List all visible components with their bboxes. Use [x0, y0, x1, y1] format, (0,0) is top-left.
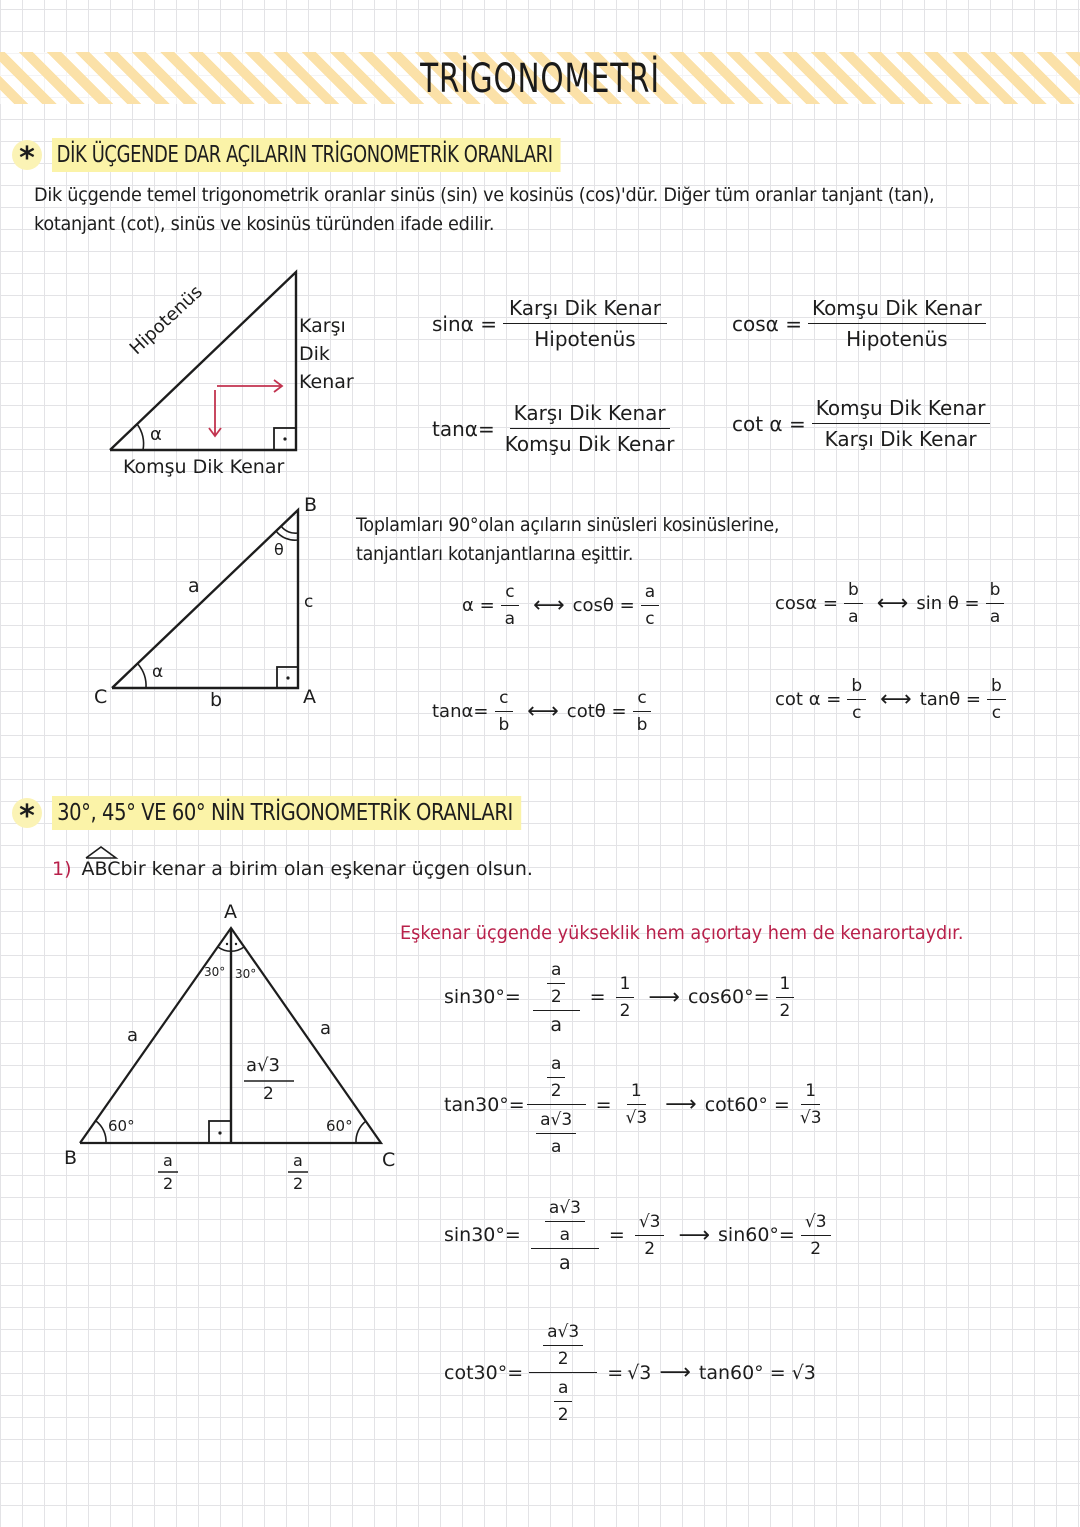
- cos-lhs: cosα =: [732, 311, 802, 336]
- abc-triangle-notation: [82, 858, 121, 880]
- right-arrow-icon: ⟶: [678, 1222, 711, 1248]
- c3-rfrac: [633, 688, 652, 735]
- e3-rlhs: sin60°=: [718, 1224, 795, 1246]
- e4-den: [550, 1373, 577, 1425]
- section1-header: [12, 138, 704, 176]
- angle-60-b: 60°: [108, 1117, 135, 1135]
- section1-heading: DİK ÜÇGENDE DAR AÇILARIN TRİGONOMETRİK ORANLARI: [52, 138, 560, 172]
- half-right-num: a: [293, 1151, 303, 1170]
- vertex-a-label: A: [224, 901, 237, 923]
- c2-den: a: [848, 607, 859, 627]
- section2-heading: 30°, 45° VE 60° NİN TRİGONOMETRİK ORANLARI: [52, 796, 521, 830]
- e2-rnum: 1: [627, 1081, 646, 1105]
- complement-row-1-right: [775, 580, 1010, 627]
- cot30-equation: [444, 1320, 816, 1425]
- e1-inner: [547, 960, 566, 1007]
- asterisk-icon: *: [12, 798, 42, 828]
- angle-60-c: 60°: [326, 1117, 353, 1135]
- e1-r-den: 2: [779, 1000, 791, 1021]
- cot-fraction: [812, 396, 990, 451]
- angle-alpha2-label: α: [152, 662, 164, 682]
- c4-frac: [847, 676, 866, 723]
- e1-compound-fraction: [533, 958, 580, 1036]
- c2-rden: a: [989, 607, 1001, 627]
- c1-rfrac: [641, 582, 659, 629]
- c1-rden: c: [645, 609, 655, 629]
- c2-rhs: sin θ =: [916, 593, 980, 614]
- c3-num: c: [495, 688, 512, 712]
- item-1: [52, 858, 533, 880]
- e2-inner-den: [536, 1110, 576, 1157]
- c1-rnum: a: [641, 582, 659, 606]
- tan-lhs: tanα=: [432, 416, 495, 441]
- right-arrow-icon: ⟶: [648, 984, 680, 1010]
- e3-r-num: √3: [801, 1212, 831, 1236]
- e2-rden: √3: [625, 1108, 648, 1128]
- e1-result: [616, 974, 635, 1021]
- e4-rlhs: tan60° =: [698, 1361, 786, 1384]
- e4-inner-den: [554, 1378, 573, 1425]
- e4-result: √3: [627, 1361, 652, 1384]
- double-arrow-icon: ⟷: [527, 699, 559, 724]
- e2-nn: a: [547, 1054, 565, 1078]
- e2-num: [527, 1052, 586, 1105]
- sin30-equation: [444, 958, 800, 1036]
- side-c-label: c: [304, 592, 314, 612]
- e2-result: [621, 1081, 651, 1128]
- angle-alpha-label: α: [150, 424, 162, 445]
- cos-den: Hipotenüs: [846, 327, 948, 351]
- tan30-equation: [444, 1052, 832, 1157]
- e3-num: [531, 1196, 599, 1249]
- e3-den: a: [559, 1252, 571, 1274]
- opposite-label-3: Kenar: [299, 371, 354, 393]
- c3-frac: [494, 688, 513, 735]
- section1-intro: [34, 181, 1064, 239]
- c1-lhs: α =: [462, 595, 495, 616]
- item-number: 1): [52, 858, 72, 880]
- half-left-num: a: [163, 1151, 173, 1170]
- e2-dn: a√3: [536, 1110, 576, 1134]
- e2-rfrac: [796, 1081, 826, 1128]
- c4-rfrac: [987, 676, 1006, 723]
- complement-text-line-1: Toplamları 90°olan açıların sinüsleri kosinüslerine,: [356, 514, 780, 536]
- vertex-a-label: A: [303, 686, 316, 708]
- side-left-label: a: [127, 1025, 139, 1046]
- e1-nn: a: [547, 960, 565, 984]
- tan-num: Karşı Dik Kenar: [510, 401, 670, 429]
- e1-rlhs: cos60°=: [687, 986, 770, 1008]
- e4-num: [529, 1320, 597, 1373]
- double-arrow-icon: ⟷: [876, 591, 909, 616]
- e3-inner: [545, 1198, 585, 1245]
- opposite-label-2: Dik: [299, 343, 330, 365]
- double-arrow-icon: ⟷: [533, 593, 565, 618]
- e3-equals: =: [608, 1224, 625, 1246]
- e4-dn: a: [554, 1378, 572, 1402]
- complement-row-2-left: [432, 688, 657, 735]
- sin-num: Karşı Dik Kenar: [503, 296, 667, 324]
- e2-compound-fraction: [527, 1052, 586, 1157]
- e4-nn: a√3: [543, 1322, 583, 1346]
- c1-num: c: [501, 582, 518, 606]
- c2-num: b: [844, 580, 863, 604]
- c2-rnum: b: [986, 580, 1005, 604]
- e1-nd: 2: [550, 987, 562, 1007]
- sin-den: Hipotenüs: [534, 327, 636, 351]
- e2-den: [532, 1105, 580, 1157]
- item-text: bir kenar a birim olan eşkenar üçgen olsun.: [120, 858, 533, 880]
- e2-r-num: 1: [801, 1081, 820, 1105]
- e2-nd: 2: [550, 1081, 562, 1101]
- c4-lhs: cot α =: [775, 689, 842, 710]
- e4-lhs: cot30°=: [444, 1361, 524, 1384]
- e1-r-num: 1: [776, 974, 795, 998]
- e1-rfrac: [776, 974, 795, 1021]
- e3-result: [635, 1212, 665, 1259]
- abc-label: ABC: [81, 858, 121, 880]
- e3-nn: a√3: [545, 1198, 585, 1222]
- intro-line-2: kotanjant (cot), sinüs ve kosinüs türünden ifade edilir.: [34, 213, 495, 235]
- e3-rden: 2: [644, 1238, 656, 1259]
- c4-rhs: tanθ =: [919, 689, 982, 710]
- e1-equals: =: [589, 986, 606, 1008]
- complement-text-line-2: tanjantları kotanjantlarına eşittir.: [356, 543, 634, 565]
- vertex-b-label: B: [304, 494, 318, 516]
- half-right-den: 2: [293, 1174, 304, 1193]
- triangle-hat-icon: [84, 846, 120, 860]
- opposite-label: [299, 312, 354, 396]
- sin-lhs: sinα =: [432, 311, 497, 336]
- e3-r-den: 2: [810, 1238, 822, 1259]
- asterisk-icon: *: [12, 140, 42, 170]
- c2-frac: [844, 580, 863, 627]
- e2-dd: a: [550, 1137, 562, 1157]
- cot-lhs: cot α =: [732, 411, 806, 436]
- cos-fraction: [808, 296, 986, 351]
- height-den: 2: [263, 1084, 274, 1104]
- e2-lhs: tan30°=: [444, 1093, 525, 1116]
- angle-30-right: 30°: [235, 967, 257, 981]
- c3-rden: b: [636, 715, 648, 735]
- c4-rnum: b: [987, 676, 1006, 700]
- side-b-label: b: [210, 689, 223, 711]
- cot-den: Karşı Dik Kenar: [824, 427, 977, 451]
- e4-rval: √3: [791, 1361, 816, 1384]
- cot-num: Komşu Dik Kenar: [812, 396, 990, 424]
- equilateral-note: Eşkenar üçgende yükseklik hem açıortay hem de kenarortaydır.: [400, 922, 964, 944]
- e3-rfrac: [801, 1212, 831, 1259]
- e3-lhs: sin30°=: [444, 1224, 521, 1246]
- e4-equals: =: [607, 1361, 624, 1384]
- c2-rfrac: [986, 580, 1005, 627]
- side-a-label: a: [188, 575, 200, 597]
- e1-lhs: sin30°=: [444, 986, 521, 1008]
- c3-rhs: cotθ =: [566, 701, 627, 722]
- e3-rnum: √3: [635, 1212, 665, 1236]
- vertex-c-label: C: [382, 1149, 396, 1171]
- c1-den: a: [504, 609, 516, 629]
- tan-fraction: [501, 401, 679, 456]
- e1-rnum: 1: [616, 974, 635, 998]
- c1-rhs: cosθ =: [572, 595, 635, 616]
- e2-inner-num: [547, 1054, 566, 1101]
- vertex-c-label: C: [94, 686, 108, 708]
- page-title: TRİGONOMETRİ: [420, 56, 660, 102]
- e4-nd: 2: [557, 1349, 569, 1369]
- complement-row-2-right: [775, 676, 1012, 723]
- e2-equals: =: [595, 1093, 612, 1116]
- c2-lhs: cosα =: [775, 593, 838, 614]
- height-num: a√3: [246, 1055, 280, 1076]
- cos-definition: [732, 296, 992, 351]
- e2-r-den: √3: [799, 1108, 822, 1128]
- double-arrow-icon: ⟷: [880, 687, 912, 712]
- tan-definition: [432, 401, 684, 456]
- opposite-label-1: Karşı: [299, 315, 346, 337]
- sin-definition: [432, 296, 673, 351]
- e2-rlhs: cot60° =: [704, 1093, 790, 1116]
- e4-inner-num: [543, 1322, 583, 1369]
- e1-num: [533, 958, 580, 1011]
- c4-num: b: [847, 676, 866, 700]
- cos-num: Komşu Dik Kenar: [808, 296, 986, 324]
- e3-nd: a: [559, 1225, 571, 1245]
- intro-line-1: Dik üçgende temel trigonometrik oranlar sinüs (sin) ve kosinüs (cos)'dür. Diğer tüm oranlar tanjant (tan),: [34, 184, 935, 206]
- c4-den: c: [852, 703, 862, 723]
- adjacent-label: Komşu Dik Kenar: [123, 456, 285, 478]
- c3-den: b: [498, 715, 510, 735]
- half-left-den: 2: [163, 1174, 174, 1193]
- right-arrow-icon: ⟶: [659, 1360, 691, 1385]
- c3-lhs: tanα=: [432, 701, 489, 722]
- angle-theta-label: θ: [274, 540, 284, 559]
- complement-text: [356, 511, 816, 569]
- complement-row-1-left: [462, 582, 665, 629]
- vertex-b-label: B: [64, 1147, 78, 1169]
- e1-rden: 2: [619, 1000, 631, 1021]
- c3-rnum: c: [633, 688, 650, 712]
- angle-30-left: 30°: [204, 965, 226, 979]
- hypotenuse-label: Hipotenüs: [125, 281, 207, 359]
- tan-den: Komşu Dik Kenar: [504, 432, 675, 456]
- right-arrow-icon: ⟶: [665, 1092, 697, 1117]
- e4-compound-fraction: [529, 1320, 597, 1425]
- e4-dd: 2: [557, 1405, 569, 1425]
- cot-definition: [732, 396, 996, 451]
- c4-rden: c: [991, 703, 1002, 723]
- c1-frac: [501, 582, 519, 629]
- e3-compound-fraction: [531, 1196, 599, 1274]
- e1-den: a: [550, 1014, 563, 1036]
- sin60-equation: [444, 1196, 837, 1274]
- side-right-label: a: [320, 1018, 332, 1039]
- section2-header: [12, 796, 604, 834]
- sin-fraction: [503, 296, 667, 351]
